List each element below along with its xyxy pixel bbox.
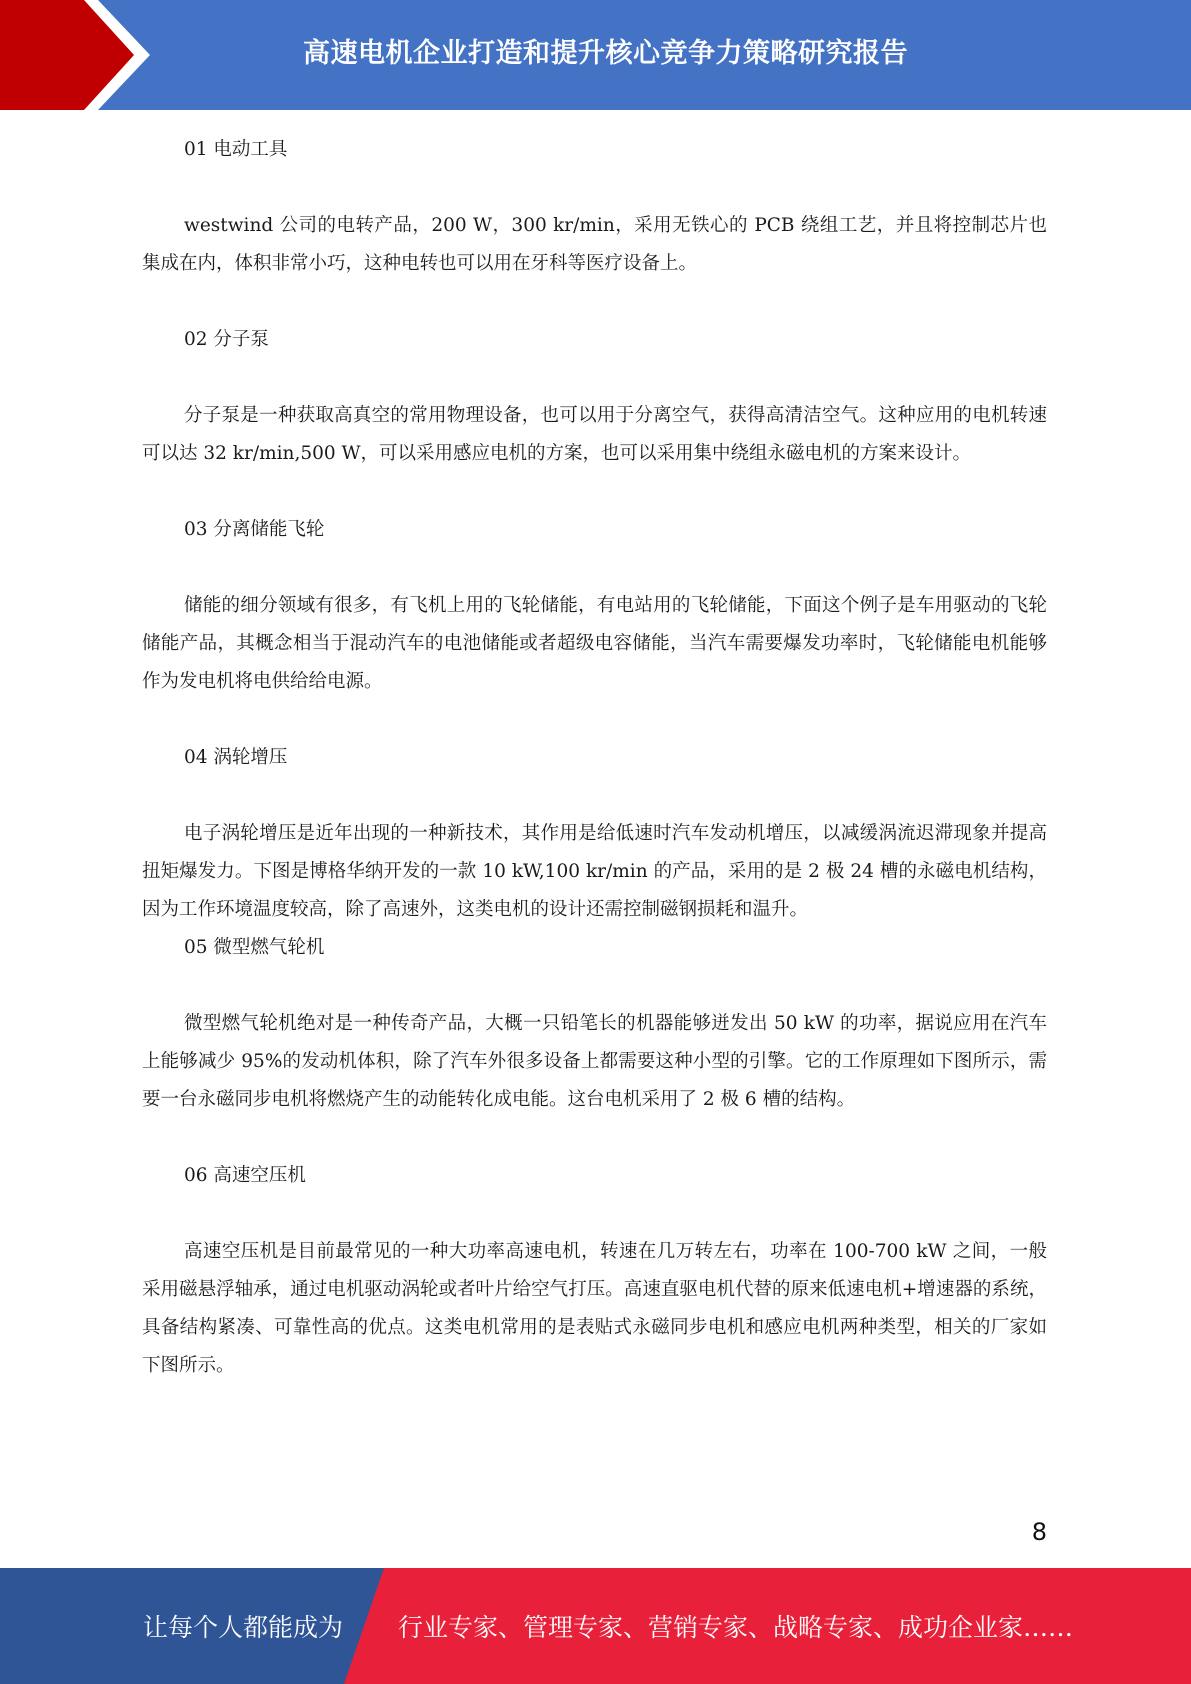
section-heading: 01 电动工具: [184, 139, 288, 160]
footer-roles: 行业专家、管理专家、营销专家、战略专家、成功企业家……: [398, 1613, 1074, 1642]
paragraph: 电子涡轮增压是近年出现的一种新技术，其作用是给低速时汽车发动机增压，以减缓涡流迟滞现象并提高扭矩爆发力。下图是博格华纳开发的一款 10 kW,100 kr/min 的产品，采用的是 2 极 24 槽的永磁电机结构，因为工作环境温度较高，除了高速外，这类电机的设计还需控制磁钢损耗和温升。: [142, 823, 1047, 920]
page-header: [0, 0, 1191, 110]
section-heading: 05 微型燃气轮机: [184, 937, 325, 958]
section-heading: 04 涡轮增压: [184, 747, 288, 768]
paragraph: 微型燃气轮机绝对是一种传奇产品，大概一只铅笔长的机器能够迸发出 50 kW 的功率，据说应用在汽车上能够减少 95%的发动机体积，除了汽车外很多设备上都需要这种小型的引擎。它的工作原理如下图所示，需要一台永磁同步电机将燃烧产生的动能转化成电能。这台电机采用了 2 极 6 槽的结构。: [142, 1013, 1047, 1110]
chevron-icon: [0, 0, 160, 110]
paragraph: 分子泵是一种获取高真空的常用物理设备，也可以用于分离空气，获得高清洁空气。这种应用的电机转速可以达 32 kr/min,500 W，可以采用感应电机的方案，也可以采用集中绕组永磁电机的方案来设计。: [142, 405, 1047, 464]
section-heading: 06 高速空压机: [184, 1165, 306, 1186]
paragraph: westwind 公司的电转产品，200 W，300 kr/min，采用无铁心的 PCB 绕组工艺，并且将控制芯片也集成在内，体积非常小巧，这种电转也可以用在牙科等医疗设备上。: [142, 215, 1047, 274]
section-heading: 02 分子泵: [184, 329, 269, 350]
footer-slogan: 让每个人都能成为: [143, 1613, 344, 1642]
report-title: 高速电机企业打造和提升核心竞争力策略研究报告: [303, 37, 908, 69]
paragraph: 高速空压机是目前最常见的一种大功率高速电机，转速在几万转左右，功率在 100-700 kW 之间，一般采用磁悬浮轴承，通过电机驱动涡轮或者叶片给空气打压。高速直驱电机代替的原来低速电机+增速器的系统，具备结构紧凑、可靠性高的优点。这类电机常用的是表贴式永磁同步电机和感应电机两种类型，相关的厂家如下图所示。: [142, 1241, 1047, 1376]
paragraph: 储能的细分领域有很多，有飞机上用的飞轮储能，有电站用的飞轮储能，下面这个例子是车用驱动的飞轮储能产品，其概念相当于混动汽车的电池储能或者超级电容储能，当汽车需要爆发功率时，飞轮储能电机能够作为发电机将电供给给电源。: [142, 595, 1047, 692]
page-footer: [0, 1568, 1191, 1684]
section-heading: 03 分离储能飞轮: [184, 519, 325, 540]
page-number: 8: [1031, 1518, 1047, 1546]
document-body: [142, 131, 1047, 1385]
